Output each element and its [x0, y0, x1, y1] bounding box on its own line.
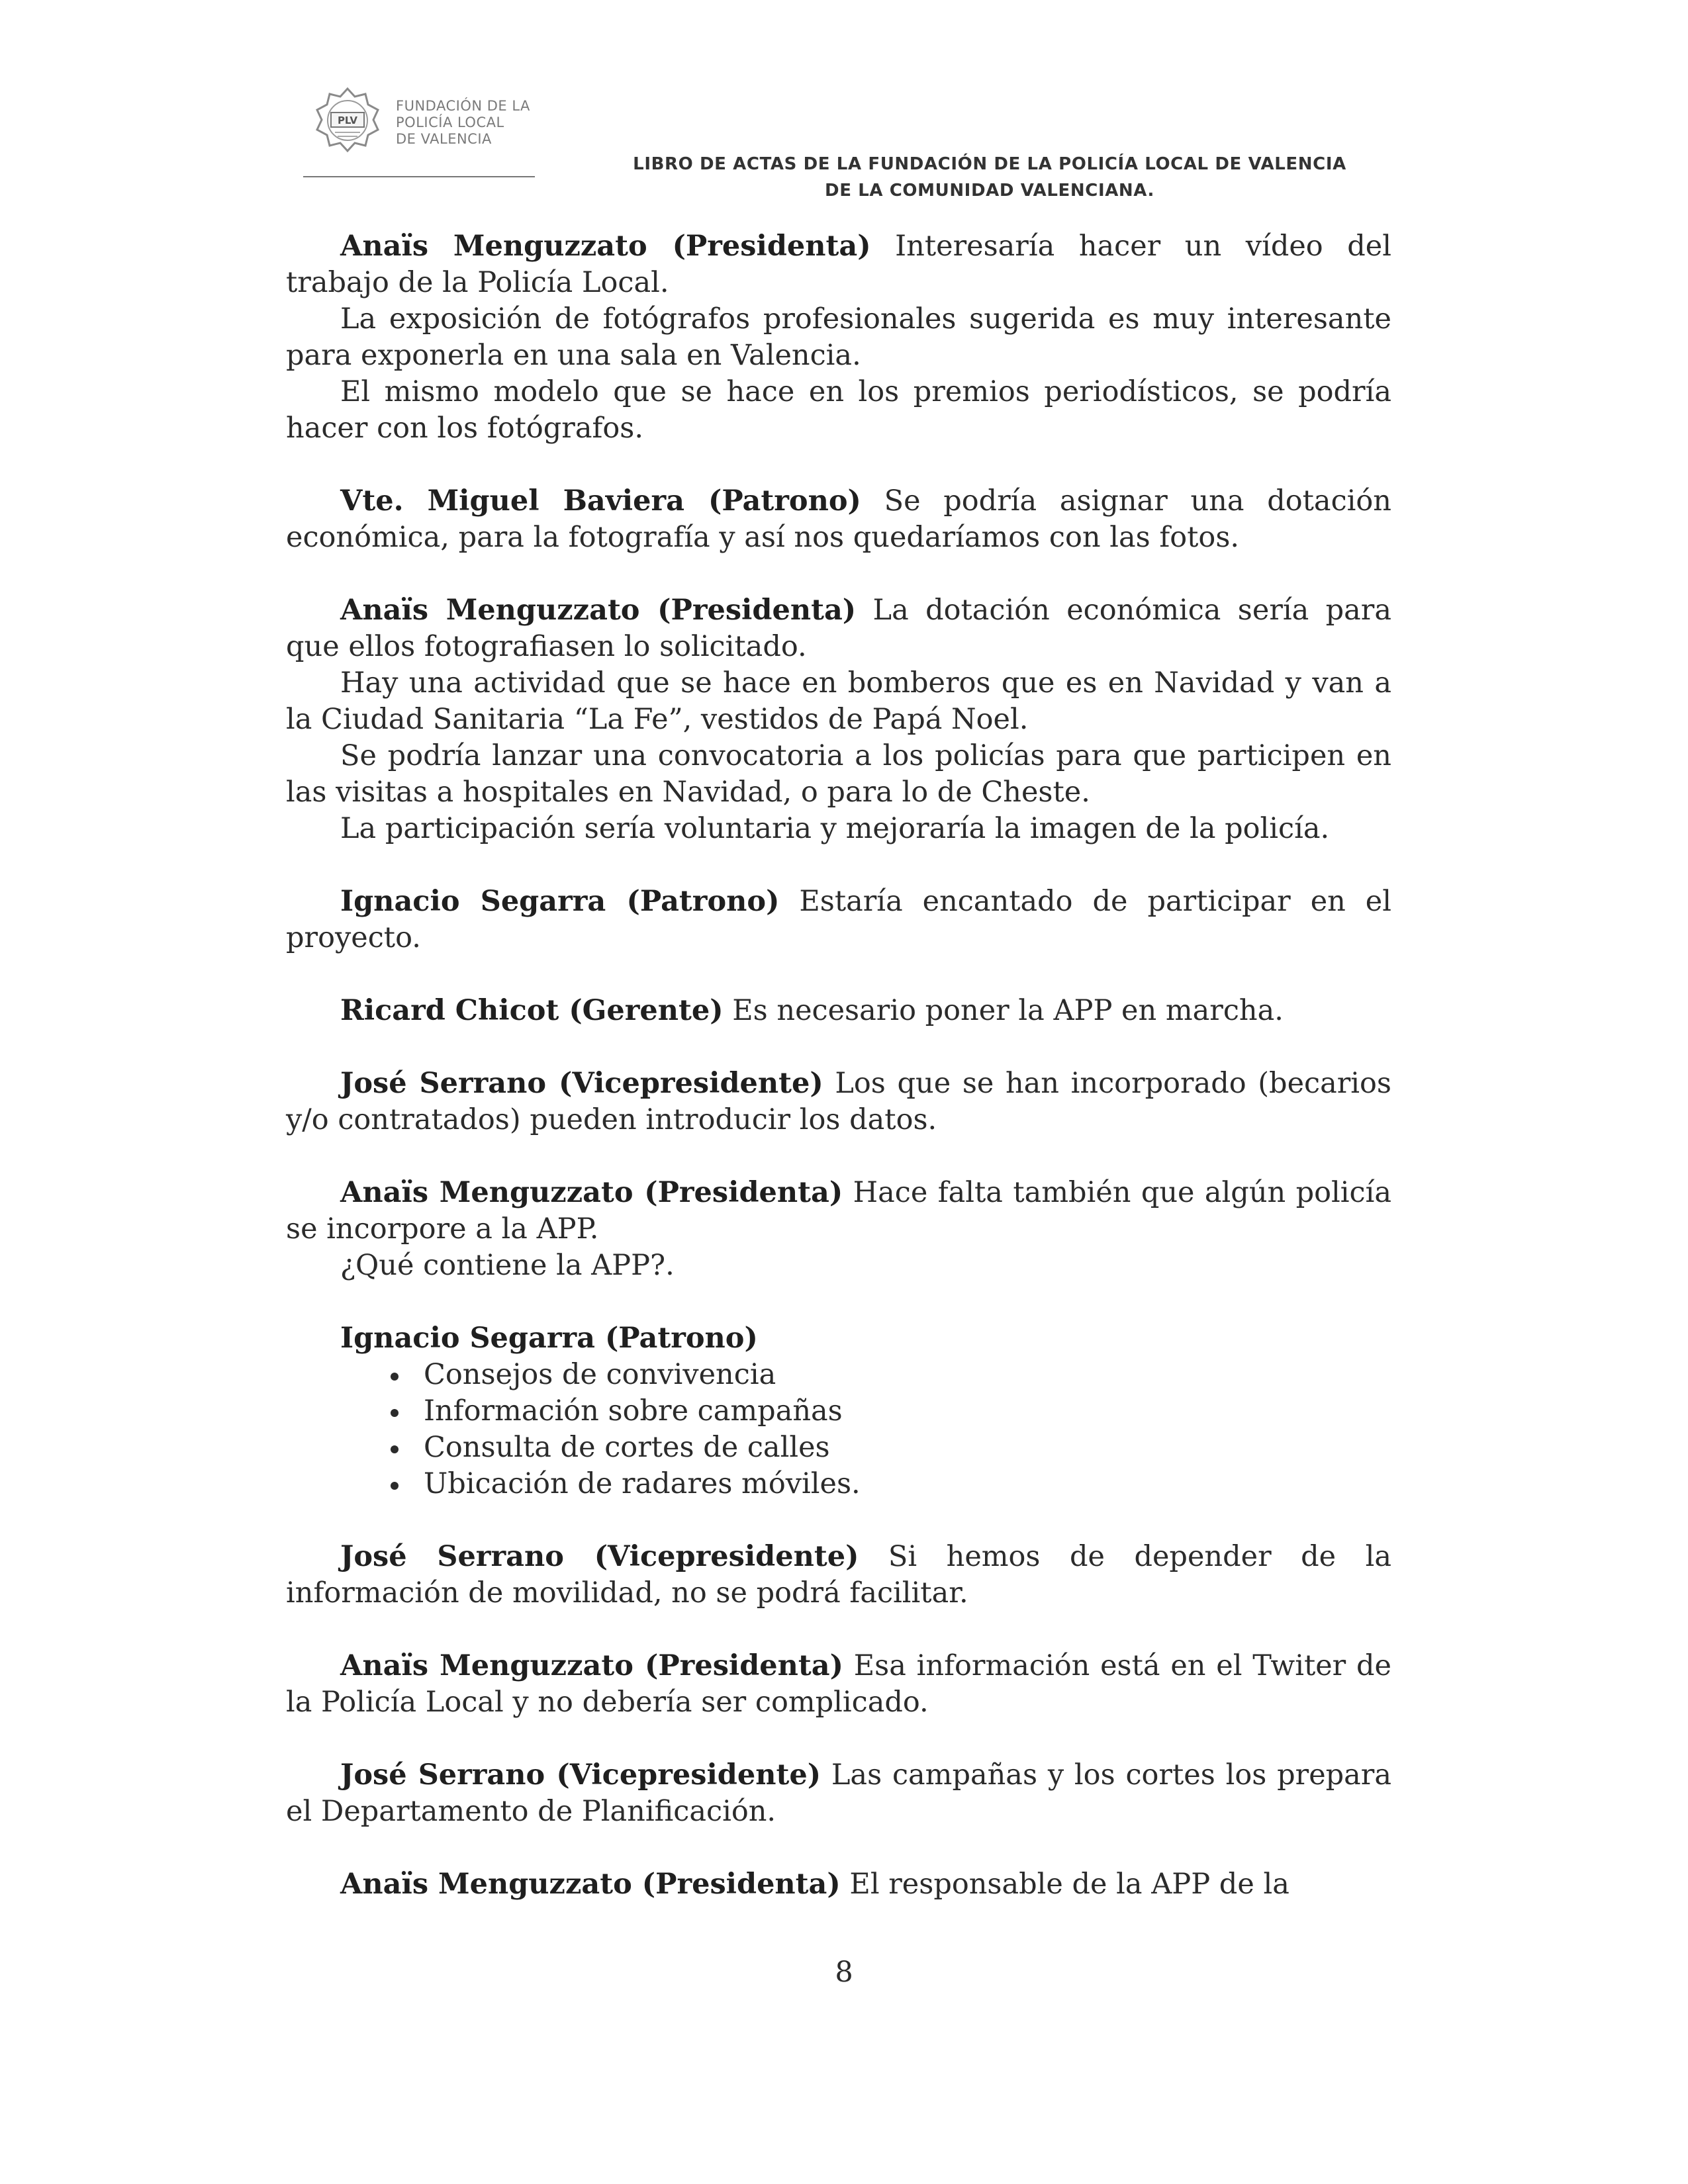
speaker-name: Ignacio Segarra (Patrono)	[340, 885, 780, 918]
speaker-name: Anaïs Menguzzato (Presidenta)	[340, 594, 857, 627]
intervention	[286, 1648, 1391, 1721]
list-item: Consulta de cortes de calles	[391, 1430, 1391, 1466]
intervention-continuation: La participación sería voluntaria y mejoraría la imagen de la policía.	[340, 812, 1330, 845]
book-title-line-1: LIBRO DE ACTAS DE LA FUNDACIÓN DE LA POLICÍA LOCAL DE VALENCIA	[633, 154, 1346, 174]
app-contents-list	[286, 1357, 1391, 1502]
list-item: Información sobre campañas	[391, 1393, 1391, 1430]
intervention-text: Interesaría hacer un vídeo del trabajo de la Policía Local.	[286, 230, 1391, 299]
intervention-continuation: La exposición de fotógrafos profesionales sugerida es muy interesante para exponerla en una sala en Valencia.	[286, 302, 1391, 372]
intervention-text: Se podría asignar una dotación económica, para la fotografía y así nos quedaríamos con las fotos.	[286, 484, 1391, 554]
logo-line: POLICÍA LOCAL	[396, 114, 504, 130]
intervention	[286, 1175, 1391, 1248]
list-item: Consejos de convivencia	[391, 1357, 1391, 1393]
logo-text	[396, 98, 530, 148]
speaker-name: José Serrano (Vicepresidente)	[340, 1540, 859, 1573]
intervention	[286, 592, 1391, 665]
book-title	[576, 151, 1403, 204]
speaker-name: Vte. Miguel Baviera (Patrono)	[340, 484, 861, 518]
intervention	[286, 228, 1391, 301]
intervention-text: El responsable de la APP de la	[840, 1868, 1289, 1901]
intervention-continuation: Hay una actividad que se hace en bomberos que es en Navidad y van a la Ciudad Sanitaria “La Fe”, vestidos de Papá Noel.	[286, 666, 1391, 736]
intervention-continuation: Se podría lanzar una convocatoria a los policías para que participen en las visitas a hospitales en Navidad, o para lo de Cheste.	[286, 739, 1391, 809]
speaker-name: Anaïs Menguzzato (Presidenta)	[340, 230, 871, 263]
intervention-text: Estaría encantado de participar en el proyecto.	[286, 885, 1392, 954]
intervention	[286, 1320, 1391, 1357]
intervention	[286, 1066, 1391, 1138]
foundation-logo	[311, 79, 536, 172]
speaker-name: Anaïs Menguzzato (Presidenta)	[340, 1649, 843, 1682]
intervention-text: Hace falta también que algún policía se incorpore a la APP.	[286, 1176, 1391, 1246]
page-number: 8	[835, 1956, 853, 1989]
list-item: Ubicación de radares móviles.	[391, 1466, 1391, 1502]
plv-seal-icon	[311, 86, 384, 159]
speaker-name: Anaïs Menguzzato (Presidenta)	[340, 1868, 841, 1901]
speaker-name: José Serrano (Vicepresidente)	[340, 1067, 823, 1100]
intervention-text: Esa información está en el Twiter de la Policía Local y no debería ser complicado.	[286, 1649, 1391, 1719]
intervention-text: Es necesario poner la APP en marcha.	[723, 994, 1284, 1027]
intervention-text: La dotación económica sería para que ellos fotografiasen lo solicitado.	[286, 594, 1391, 663]
intervention-text: Los que se han incorporado (becarios y/o contratados) pueden introducir los datos.	[286, 1067, 1392, 1136]
speaker-name: Ignacio Segarra (Patrono)	[340, 1322, 758, 1355]
speaker-name: José Serrano (Vicepresidente)	[340, 1758, 821, 1792]
book-title-line-2: DE LA COMUNIDAD VALENCIANA.	[825, 181, 1154, 201]
intervention-continuation: El mismo modelo que se hace en los premios periodísticos, se podría hacer con los fotógrafos.	[286, 375, 1391, 445]
speaker-name: Anaïs Menguzzato (Presidenta)	[340, 1176, 843, 1209]
intervention	[286, 483, 1391, 556]
logo-line: FUNDACIÓN DE LA	[396, 98, 530, 114]
intervention-text: Las campañas y los cortes los prepara el Departamento de Planificación.	[286, 1758, 1391, 1828]
intervention-continuation: ¿Qué contiene la APP?.	[340, 1249, 675, 1282]
speaker-name: Ricard Chicot (Gerente)	[340, 994, 724, 1027]
logo-badge-text: PLV	[337, 114, 358, 126]
intervention-text: Si hemos de depender de la información de movilidad, no se podrá facilitar.	[286, 1540, 1391, 1610]
intervention	[286, 1539, 1391, 1612]
intervention	[286, 1866, 1391, 1903]
minutes-body	[286, 228, 1391, 1903]
logo-line: DE VALENCIA	[396, 131, 492, 147]
intervention	[286, 884, 1391, 956]
header-divider	[303, 176, 535, 177]
intervention	[286, 1757, 1391, 1830]
intervention	[286, 993, 1391, 1029]
